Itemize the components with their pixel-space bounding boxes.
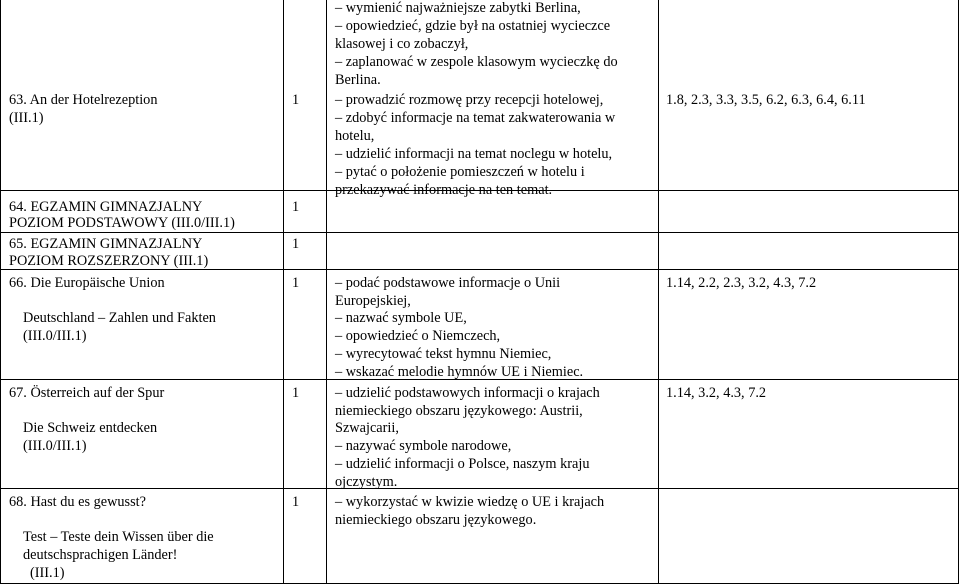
outcome-line: niemieckiego obszaru językowego. (335, 512, 537, 528)
outcome-line: – udzielić informacji o Polsce, naszym kraju (335, 456, 590, 472)
table-border-right (958, 0, 959, 584)
topic-line: Test – Teste dein Wissen über die (23, 529, 214, 545)
outcome-line: – wyrecytować tekst hymnu Niemiec, (335, 346, 552, 362)
standards-value: 1.14, 3.2, 4.3, 7.2 (666, 385, 767, 401)
row-divider (0, 488, 959, 489)
outcome-line: – pytać o położenie pomieszczeń w hotelu i (335, 164, 585, 180)
topic-line: 64. EGZAMIN GIMNAZJALNY (9, 199, 203, 215)
topic-line: Deutschland – Zahlen und Fakten (23, 310, 216, 326)
outcome-line: – zaplanować w zespole klasowym wycieczkę do (335, 54, 618, 70)
outcome-line: – zdobyć informacje na temat zakwaterowania w (335, 110, 616, 126)
topic-line: 68. Hast du es gewusst? (9, 494, 146, 510)
outcome-line: – udzielić podstawowych informacji o krajach (335, 385, 600, 401)
column-divider-outcomes (658, 0, 659, 584)
hours-value: 1 (292, 236, 300, 252)
topic-line: Die Schweiz entdecken (23, 420, 158, 436)
hours-value: 1 (292, 385, 300, 401)
topic-line: 66. Die Europäische Union (9, 275, 165, 291)
outcome-line: niemieckiego obszaru językowego: Austrii, (335, 403, 583, 419)
outcome-line: – udzielić informacji na temat noclegu w hotelu, (335, 146, 613, 162)
outcome-line: ojczystym. (335, 474, 398, 490)
hours-value: 1 (292, 199, 300, 215)
outcome-line: – wskazać melodie hymnów UE i Niemiec. (335, 364, 584, 380)
outcome-line: – podać podstawowe informacje o Unii (335, 275, 561, 291)
outcome-line: – opowiedzieć, gdzie był na ostatniej wycieczce (335, 18, 611, 34)
topic-line: (III.0/III.1) (23, 438, 87, 454)
topic-line: (III.0/III.1) (23, 328, 87, 344)
row-divider (0, 269, 959, 270)
topic-line: POZIOM ROZSZERZONY (III.1) (9, 253, 209, 269)
hours-value: 1 (292, 92, 300, 108)
column-divider-topic (283, 0, 284, 584)
topic-line: deutschsprachigen Länder! (23, 547, 178, 563)
outcome-line: – wymienić najważniejsze zabytki Berlina, (335, 0, 581, 16)
outcome-line: – wykorzystać w kwizie wiedzę o UE i krajach (335, 494, 605, 510)
standards-value: 1.14, 2.2, 2.3, 3.2, 4.3, 7.2 (666, 275, 817, 291)
outcome-line: klasowej i co zobaczył, (335, 36, 469, 52)
hours-value: 1 (292, 494, 300, 510)
topic-line: 65. EGZAMIN GIMNAZJALNY (9, 236, 203, 252)
outcome-line: Szwajcarii, (335, 420, 399, 436)
standards-value: 1.8, 2.3, 3.3, 3.5, 6.2, 6.3, 6.4, 6.11 (666, 92, 866, 108)
topic-line: 63. An der Hotelrezeption (9, 92, 158, 108)
topic-line: (III.1) (30, 565, 65, 581)
outcome-line: Europejskiej, (335, 293, 411, 309)
outcome-line: – nazwać symbole UE, (335, 310, 467, 326)
outcome-line: – prowadzić rozmowę przy recepcji hotelowej, (335, 92, 604, 108)
outcome-line: przekazywać informacje na ten temat. (335, 182, 553, 198)
row-divider (0, 232, 959, 233)
topic-line: 67. Österreich auf der Spur (9, 385, 165, 401)
column-divider-hours (326, 0, 327, 584)
topic-line: POZIOM PODSTAWOWY (III.0/III.1) (9, 215, 235, 231)
outcome-line: hotelu, (335, 128, 375, 144)
topic-line: (III.1) (9, 110, 44, 126)
table-border-left (0, 0, 1, 584)
outcome-line: Berlina. (335, 72, 381, 88)
hours-value: 1 (292, 275, 300, 291)
outcome-line: – opowiedzieć o Niemczech, (335, 328, 501, 344)
outcome-line: – nazywać symbole narodowe, (335, 438, 512, 454)
